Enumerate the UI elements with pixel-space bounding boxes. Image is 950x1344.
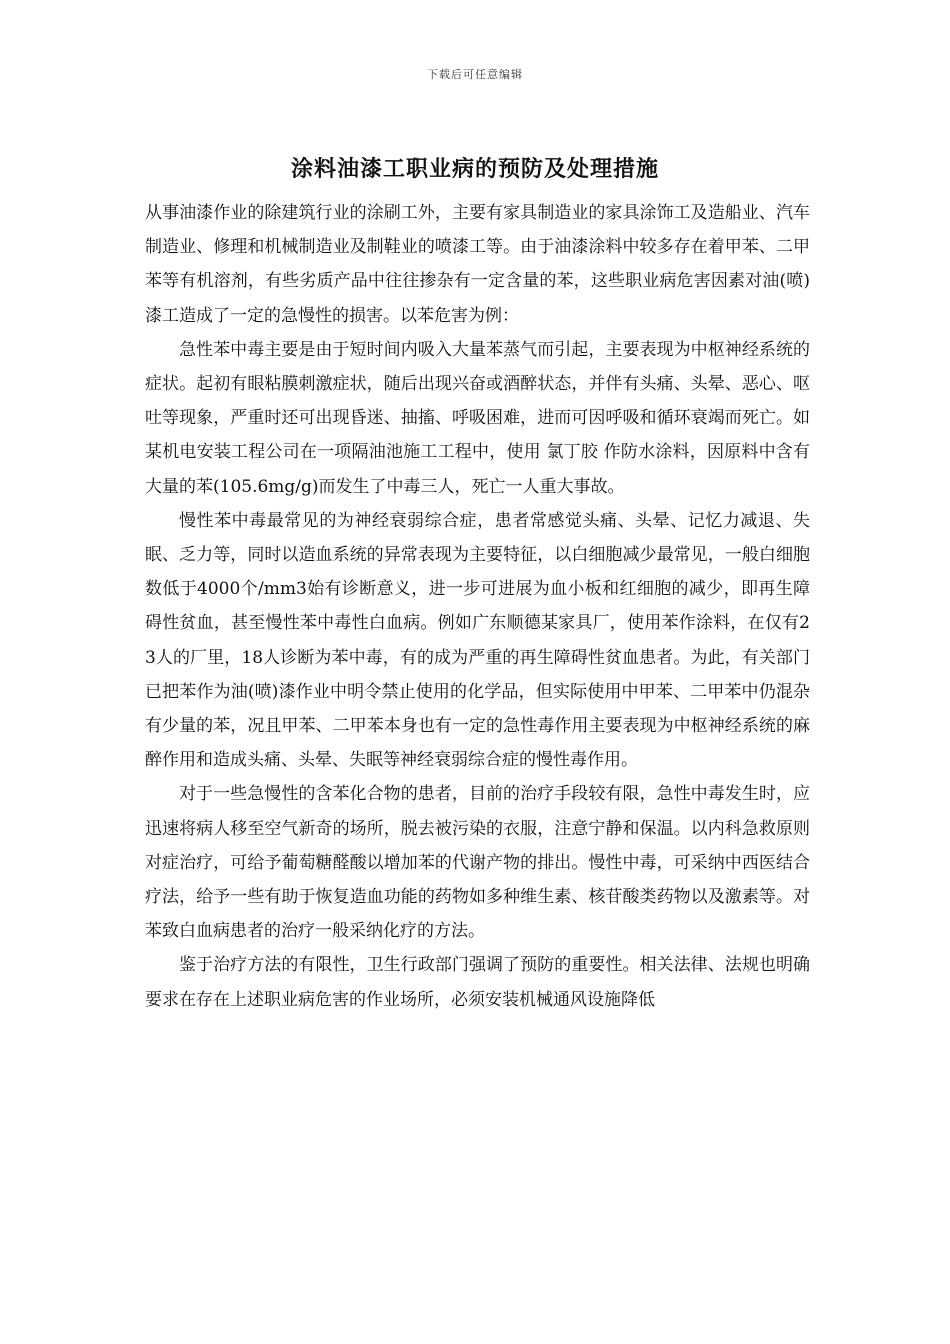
paragraph-prevention: 鉴于治疗方法的有限性，卫生行政部门强调了预防的重要性。相关法律、法规也明确要求在存在上述职业病危害的作业场所，必须安装机械通风设施降低 xyxy=(145,955,810,1010)
header-note: 下载后可任意编辑 xyxy=(427,68,523,81)
paragraph-treatment: 对于一些急慢性的含苯化合物的患者，目前的治疗手段较有限，急性中毒发生时，应迅速将病人移至空气新奇的场所，脱去被污染的衣服，注意宁静和保温。以内科急救原则对症治疗，可给予葡萄糖醛酸以增加苯的代谢产物的排出。慢性中毒，可采纳中西医结合疗法，给予一些有助于恢复造血功能的药物如多种维生素、核苷酸类药物以及激素等。对苯致白血病患者的治疗一般采纳化疗的方法。 xyxy=(145,784,810,942)
page-title: 涂料油漆工职业病的预防及处理措施 xyxy=(290,156,659,182)
paragraph-chronic-poisoning: 慢性苯中毒最常见的为神经衰弱综合症，患者常感觉头痛、头晕、记忆力减退、失眠、乏力等，同时以造血系统的异常表现为主要特征，以白细胞减少最常见，一般白细胞数低于4000个/mm3始有诊断意义，进一步可进展为血小板和红细胞的减少，即再生障碍性贫血，甚至慢性苯中毒性白血病。例如广东顺德某家具厂，使用苯作涂料，在仅有23人的厂里，18人诊断为苯中毒，有的成为严重的再生障碍性贫血患者。为此，有关部门已把苯作为油(喷)漆作业中明令禁止使用的化学品，但实际使用中甲苯、二甲苯中仍混杂有少量的苯，况且甲苯、二甲苯本身也有一定的急性毒作用主要表现为中枢神经系统的麻醉作用和造成头痛、头晕、失眠等神经衰弱综合症的慢性毒作用。 xyxy=(145,510,810,771)
paragraph-acute-poisoning: 急性苯中毒主要是由于短时间内吸入大量苯蒸气而引起，主要表现为中枢神经系统的症状。起初有眼粘膜刺激症状，随后出现兴奋或酒醉状态，并伴有头痛、头晕、恶心、呕吐等现象，严重时还可出现昏迷、抽搐、呼吸困难，进而可因呼吸和循环衰竭而死亡。如某机电安装工程公司在一项隔油池施工工程中，使用 氯丁胶 作防水涂料，因原料中含有大量的苯(105.6mg/g)而发生了中毒三人，死亡一人重大事故。 xyxy=(145,339,810,497)
paragraph-intro: 从事油漆作业的除建筑行业的涂刷工外，主要有家具制造业的家具涂饰工及造船业、汽车制造业、修理和机械制造业及制鞋业的喷漆工等。由于油漆涂料中较多存在着甲苯、二甲苯等有机溶剂，有些劣质产品中往往掺杂有一定含量的苯，这些职业病危害因素对油(喷)漆工造成了一定的急慢性的损害。以苯危害为例： xyxy=(145,203,810,326)
document-body xyxy=(145,196,810,1017)
